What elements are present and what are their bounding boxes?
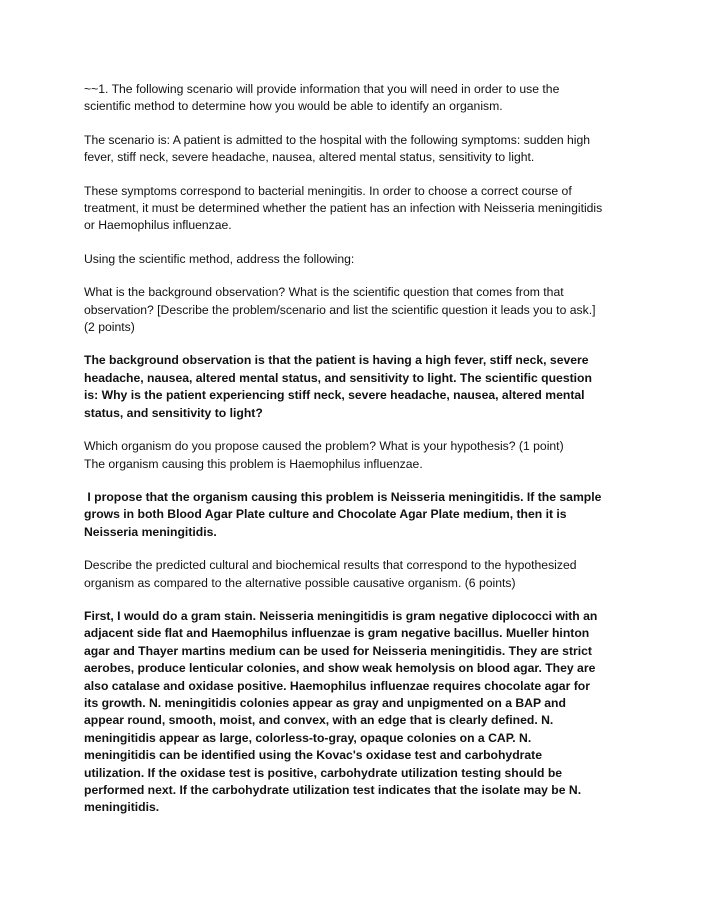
predicted-results-question [84,557,636,592]
text-line: observation? [Describe the problem/scenario and list the scientific question it leads you to ask.] [84,302,596,317]
text-line: utilization. If the oxidase test is positive, carbohydrate utilization testing should be [84,765,563,780]
text-line: Using the scientific method, address the following: [84,251,355,266]
text-line: meningitidis. [84,800,160,815]
text-line: fever, stiff neck, severe headache, nausea, altered mental status, sensitivity to light. [84,150,535,165]
text-line: The background observation is that the patient is having a high fever, stiff neck, severe [84,353,589,368]
text-line: I propose that the organism causing this problem is Neisseria meningitidis. If the sample [84,489,602,504]
text-line: scientific method to determine how you would be able to identify an organism. [84,99,503,114]
text-line: its growth. N. meningitidis colonies appear as gray and unpigmented on a BAP and [84,695,566,710]
predicted-results-answer [84,608,636,817]
text-line: grows in both Blood Agar Plate culture and Chocolate Agar Plate medium, then it is [84,507,567,522]
text-line: appear round, smooth, moist, and convex, with an edge that is clearly defined. N. [84,713,554,728]
text-line: or Haemophilus influenzae. [84,218,232,233]
text-line: What is the background observation? What is the scientific question that comes from that [84,285,564,300]
text-line: aerobes, produce lenticular colonies, and show weak hemolysis on blood agar. They are [84,661,596,676]
text-line: These symptoms correspond to bacterial meningitis. In order to choose a correct course of [84,183,572,198]
text-line: adjacent side flat and Haemophilus influenzae is gram negative bacillus. Mueller hinton [84,626,590,641]
background-question [84,284,636,336]
text-line: The scenario is: A patient is admitted to the hospital with the following symptoms: sudden high [84,132,591,147]
background-answer [84,352,636,422]
symptoms-paragraph [84,183,636,235]
text-line: agar and Thayer martins medium can be used for Neisseria meningitidis. They are strict [84,643,592,658]
text-line: also catalase and oxidase positive. Haemophilus influenzae requires chocolate agar for [84,678,590,693]
text-line: meningitidis appear as large, colorless-to-gray, opaque colonies on a CAP. N. [84,730,532,745]
document-body [84,81,636,833]
text-line: Which organism do you propose caused the problem? What is your hypothesis? (1 point) [84,439,564,454]
intro-paragraph [84,81,636,116]
hypothesis-answer [84,489,636,541]
hypothesis-question [84,438,636,473]
text-line: performed next. If the carbohydrate utilization test indicates that the isolate may be N. [84,783,582,797]
text-line: The organism causing this problem is Haemophilus influenzae. [84,456,423,471]
text-line: organism as compared to the alternative possible causative organism. (6 points) [84,575,516,590]
text-line: First, I would do a gram stain. Neisseria meningitidis is gram negative diplococci with an [84,608,598,623]
text-line: Neisseria meningitidis. [84,524,217,539]
text-line: ~~1. The following scenario will provide information that you will need in order to use the [84,82,560,96]
text-line: status, and sensitivity to light? [84,405,263,420]
scenario-paragraph [84,132,636,167]
text-line: is: Why is the patient experiencing stiff neck, severe headache, nausea, altered mental [84,388,585,403]
text-line: Describe the predicted cultural and biochemical results that correspond to the hypothesized [84,558,577,573]
text-line: treatment, it must be determined whether the patient has an infection with Neisseria meningitidis [84,201,603,216]
text-line: (2 points) [84,320,135,335]
text-line: meningitidis can be identified using the Kovac's oxidase test and carbohydrate [84,748,543,763]
instruction-paragraph [84,251,636,268]
text-line: headache, nausea, altered mental status, and sensitivity to light. The scientific question [84,370,592,385]
